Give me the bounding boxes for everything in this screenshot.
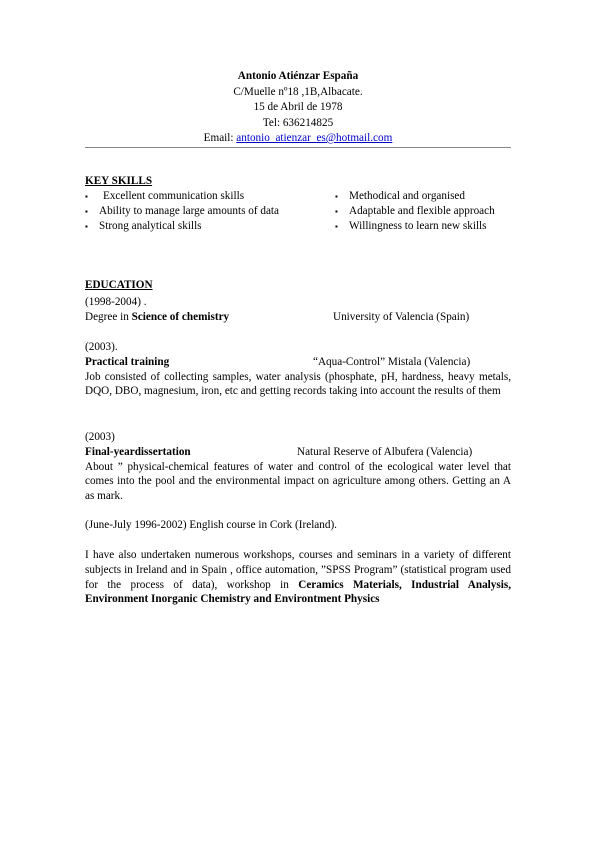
bullet-icon: ▪ [335,207,338,216]
bullet-icon: ▪ [85,222,88,231]
birth-date: 15 de Abril de 1978 [253,101,343,113]
education-entry-training [85,340,511,399]
skills-right-column [335,189,525,234]
skill-item: ▪ Strong analytical skills [85,220,202,232]
skill-item: ▪ Methodical and organised [335,190,465,202]
key-skills-title: KEY SKILLS [85,175,153,187]
telephone: Tel: 636214825 [262,116,334,129]
address: C/Muelle nº18 ,1B,Albacate. [233,85,363,98]
entry-date: (2003) [85,431,115,443]
key-skills-heading [85,174,511,189]
entry-title: Science of chemistry [131,310,230,323]
cv-header [85,69,511,147]
entry-date: (2003). [85,341,118,353]
bullet-icon: ▪ [335,222,338,231]
entry-title-row: Degree in Science of chemistry University of Valencia (Spain) [85,310,470,323]
english-course: (June-July 1996-2002) English course in Cork (Ireland). [85,519,337,531]
education-entry-degree [85,295,511,325]
entry-date: (1998-2004) . [85,296,147,308]
workshops-paragraph: I have also undertaken numerous workshops, courses and seminars in a variety of different subjects in Ireland and in Spain , office automation, ”SPSS Program” (statistical program used for the process of data), workshop in Ceramics Materials, Industrial Analysis, Environment Inorganic Chemistry and Environtment Physics [85,549,511,606]
entry-description: About ” physical-chemical features of water and control of the ecological water level that comes into the pool and the environmental impact on agriculture among others. Getting an A as mark. [85,460,511,503]
entry-title-row [85,445,511,460]
bullet-icon: ▪ [335,192,338,201]
skill-item: ▪ Excellent communication skills [85,190,245,202]
entry-description: Job consisted of collecting samples, water analysis (phosphate, pH, hardness, heavy metals, DQO, DBO, magnesium, iron, etc and getting records taking into account the results of them [85,370,511,398]
entry-title: Practical training [85,355,170,368]
workshops-bold-subjects: Ceramics Materials, Industrial Analysis, Environment Inorganic Chemistry and Environtment Physics [85,578,511,606]
skill-item: ▪ Ability to manage large amounts of data [85,205,279,217]
bullet-icon: ▪ [85,192,88,201]
skill-item: ▪ Willingness to learn new skills [335,220,487,232]
person-name: Antonio Atiénzar España [237,70,359,82]
education-entry-dissertation [85,430,511,504]
email-link[interactable]: antonio_atienzar_es@hotmail.com [236,132,393,144]
entry-place: University of Valencia (Spain) [333,310,470,323]
entry-title: Final-yeardissertation [85,445,191,458]
email-line [85,131,511,147]
education-heading [85,278,511,293]
education-title: EDUCATION [85,279,153,291]
bullet-icon: ▪ [85,207,88,216]
skill-item: ▪ Adaptable and flexible approach [335,205,495,217]
email-label: Email: [203,132,237,144]
entry-title-row [85,355,511,370]
entry-place: “Aqua-Control” Mistala (Valencia) [313,355,471,368]
skills-left-column [85,189,300,234]
header-divider [85,147,511,148]
entry-place: Natural Reserve of Albufera (Valencia) [297,445,473,458]
